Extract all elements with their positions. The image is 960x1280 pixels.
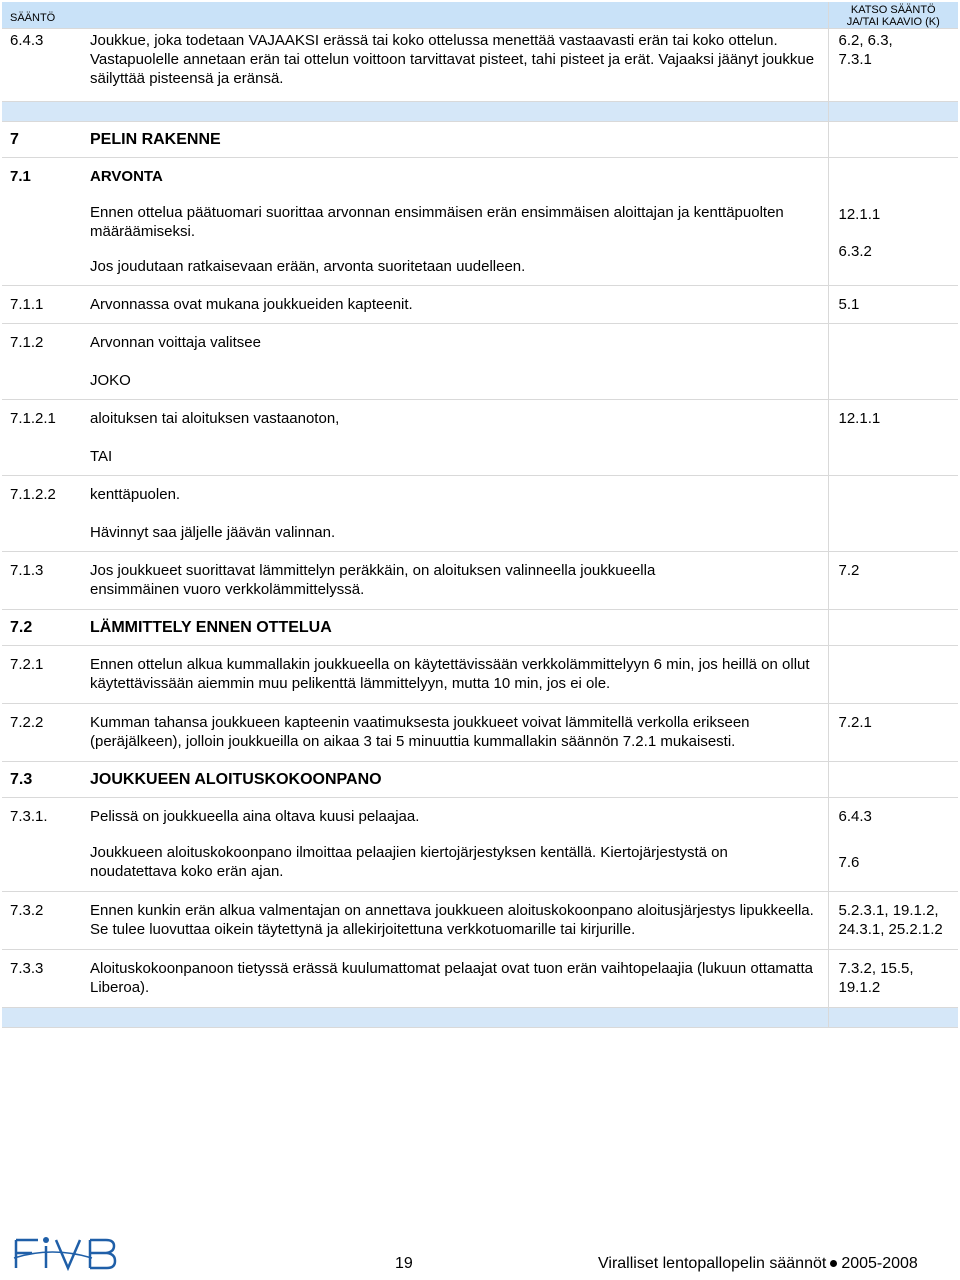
rule-text: Jos joudutaan ratkaisevaan erään, arvonta suoritetaan uudelleen. (90, 258, 526, 275)
rule-text: Pelissä on joukkueella aina oltava kuusi pelaajaa. (90, 808, 420, 825)
fivb-logo (12, 1234, 118, 1276)
section-title: JOUKKUEEN ALOITUSKOKOONPANO (90, 771, 382, 788)
rule-number: 7.3.3 (10, 960, 44, 977)
rule-number: 7.1.2 (10, 334, 44, 351)
rule-text: aloituksen tai aloituksen vastaanoton, (90, 410, 340, 427)
table-row (2, 29, 958, 102)
rule-reference: 6.4.3 (838, 808, 872, 825)
rule-number: 7.3.2 (10, 902, 44, 919)
table-row (2, 552, 958, 610)
rule-number: 7.2.1 (10, 656, 44, 673)
section-heading-row (2, 610, 958, 646)
rule-number: 7.1 (10, 168, 31, 185)
table-header-row (2, 2, 958, 29)
rule-title: ARVONTA (90, 168, 163, 185)
rule-text: TAI (90, 448, 113, 465)
section-heading-row (2, 762, 958, 798)
rule-text: Joukkue, joka todetaan VAJAAKSI erässä tai koko ottelussa menettää vastaavasti erän tai koko ottelun. Vastapuolelle annetaan erän tai ottelun voittoon tarvittavat pisteet, tahi pisteet ja erät. Vajaaksi jäänyt joukkue säilyttää pisteensä ja eränsä. (90, 32, 815, 87)
table-row (2, 158, 958, 286)
rule-reference: 5.2.3.1, 19.1.2, 24.3.1, 25.2.1.2 (838, 902, 943, 938)
table-row (2, 476, 958, 552)
rule-text: JOKO (90, 372, 131, 389)
table-row (2, 798, 958, 892)
rule-text: Ennen ottelun alkua kummallakin joukkueella on käytettävissään verkkolämmittelyyn 6 min, jos heillä on ollut käytettävissään aiemmin muu pelikenttä lämmittelyyn, mutta 10 min, jos ei ole. (90, 656, 810, 692)
section-band (2, 1008, 958, 1028)
rule-text: kenttäpuolen. (90, 486, 181, 503)
rule-text: Arvonnan voittaja valitsee (90, 334, 261, 351)
header-rule-label: SÄÄNTÖ (10, 12, 56, 24)
section-title: LÄMMITTELY ENNEN OTTELUA (90, 619, 332, 636)
rule-number: 7.1.2.2 (10, 486, 56, 503)
table-row (2, 704, 958, 762)
section-number: 7.2 (10, 619, 33, 636)
rule-text: Kumman tahansa joukkueen kapteenin vaatimuksesta joukkueet voivat lämmitellä verkolla erikseen (peräjälkeen), jolloin joukkueilla on aikaa 3 tai 5 minuuttia kummallakin säännön 7.2.1 mukaisesti. (90, 714, 750, 750)
rule-number: 7.1.3 (10, 562, 44, 579)
table-row (2, 950, 958, 1008)
rule-number: 7.3.1. (10, 808, 48, 825)
rules-table (2, 2, 958, 1028)
rule-text: Arvonnassa ovat mukana joukkueiden kapteenit. (90, 296, 413, 313)
rule-reference: 5.1 (838, 296, 860, 313)
document-title (598, 1255, 918, 1273)
rule-text: Hävinnyt saa jäljelle jäävän valinnan. (90, 524, 336, 541)
document-years: 2005-2008 (841, 1255, 918, 1272)
rule-reference: 7.6 (838, 854, 860, 871)
bullet-icon (830, 1260, 837, 1267)
table-row (2, 646, 958, 704)
table-row (2, 400, 958, 476)
rules-page (2, 2, 958, 1028)
table-row (2, 892, 958, 950)
fivb-logo-icon (12, 1234, 118, 1272)
page-number: 19 (395, 1255, 413, 1272)
rule-text: Jos joukkueet suorittavat lämmittelyn peräkkäin, on aloituksen valinneella joukkueella ensimmäinen vuoro verkkolämmittelyssä. (90, 562, 656, 598)
rule-reference: 7.2 (838, 562, 860, 579)
table-row (2, 324, 958, 400)
page-footer (0, 1232, 960, 1280)
rule-text: Aloituskokoonpanoon tietyssä erässä kuulumattomat pelaajat ovat tuon erän vaihtopelaajia (lukuun ottamatta Liberoa). (90, 960, 813, 996)
rule-text: Ennen kunkin erän alkua valmentajan on annettava joukkueen aloituskokoonpano aloitusjärjestys lipukkeella. Se tulee luovuttaa oikein täytettynä ja allekirjoitettuna verkkotuomarille tai kirjurille. (90, 902, 814, 938)
rule-number: 7.1.2.1 (10, 410, 56, 427)
rule-number: 6.4.3 (10, 32, 44, 49)
rule-reference: 7.3.2, 15.5, 19.1.2 (838, 960, 914, 996)
rule-reference: 6.3.2 (838, 243, 872, 260)
rule-number: 7.1.1 (10, 296, 44, 313)
header-reference-label: KATSO SÄÄNTÖ (850, 4, 936, 16)
header-reference-sublabel: JA/TAI KAAVIO (K) (846, 16, 940, 28)
rule-reference: 12.1.1 (838, 410, 881, 427)
rule-number: 7.2.2 (10, 714, 44, 731)
section-number: 7 (10, 131, 19, 148)
document-title-text: Viralliset lentopallopelin säännöt (598, 1255, 827, 1272)
rule-text: Joukkueen aloituskokoonpano ilmoittaa pelaajien kiertojärjestyksen kentällä. Kiertojärjestystä on noudatettava koko erän ajan. (90, 844, 728, 880)
table-row (2, 286, 958, 324)
section-number: 7.3 (10, 771, 33, 788)
section-heading-row (2, 122, 958, 158)
rule-reference: 7.2.1 (838, 714, 872, 731)
section-band (2, 102, 958, 122)
section-title: PELIN RAKENNE (90, 131, 221, 148)
rule-reference: 6.2, 6.3, 7.3.1 (838, 32, 893, 68)
rule-text: Ennen ottelua päätuomari suorittaa arvonnan ensimmäisen erän ensimmäisen aloittajan ja kenttäpuolten määräämiseksi. (90, 204, 784, 240)
rule-reference: 12.1.1 (838, 206, 881, 223)
